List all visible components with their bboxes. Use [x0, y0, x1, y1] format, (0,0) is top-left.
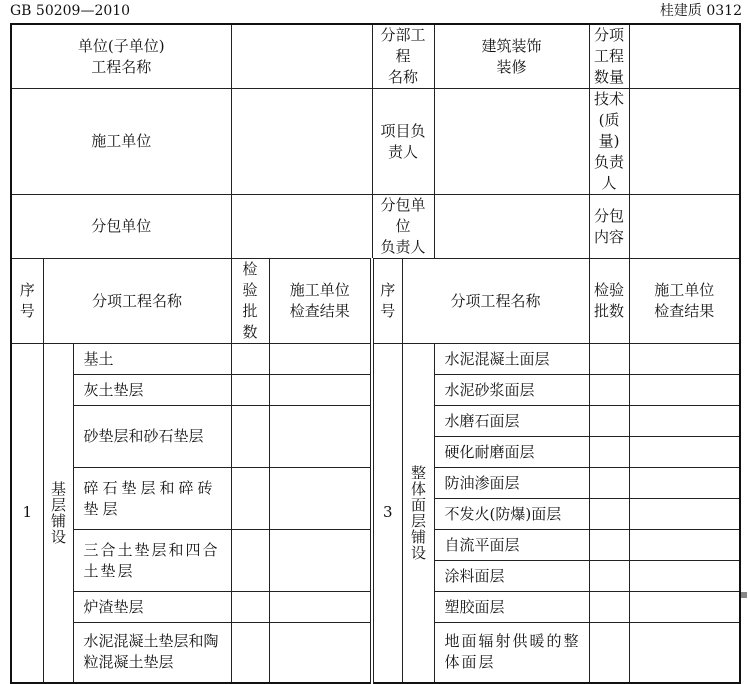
subitem-count-value[interactable]: [629, 24, 740, 89]
batches-cell-right[interactable]: [589, 561, 629, 592]
item-name-left: 三合土垫层和四合土垫层: [73, 530, 231, 592]
name-header-right: 分项工程名称: [402, 259, 589, 344]
result-cell-right[interactable]: [629, 561, 740, 592]
item-name-right: 硬化耐磨面层: [434, 437, 589, 468]
group-category-left: 基层铺设: [43, 344, 73, 683]
subcontractor-value[interactable]: [231, 195, 372, 259]
name-header-left: 分项工程名称: [43, 259, 231, 344]
item-name-left: 灰土垫层: [73, 375, 231, 406]
subcontractor-manager-label: 分包单位 负责人: [372, 195, 434, 259]
subcontractor-manager-value[interactable]: [434, 195, 589, 259]
group-category-right: 整体面层铺设: [402, 344, 434, 683]
info-row-contractor: [11, 89, 740, 195]
result-cell-right[interactable]: [629, 344, 740, 375]
result-cell-right[interactable]: [629, 406, 740, 437]
batches-header-left: 检验 批数: [231, 259, 269, 344]
division-label: 分部工程 名称: [372, 24, 434, 89]
batches-cell-right[interactable]: [589, 375, 629, 406]
batches-cell-right[interactable]: [589, 344, 629, 375]
result-cell-right[interactable]: [629, 468, 740, 499]
item-name-right: 水磨石面层: [434, 406, 589, 437]
batches-cell-right[interactable]: [589, 499, 629, 530]
item-name-left: 碎石垫层和碎砖垫层: [73, 468, 231, 530]
item-name-left: 水泥混凝土垫层和陶粒混凝土垫层: [73, 623, 231, 683]
corner-mark: [741, 592, 747, 598]
item-name-right: 水泥混凝土面层: [434, 344, 589, 375]
item-name-right: 自流平面层: [434, 530, 589, 561]
info-row-project: [11, 24, 740, 89]
result-cell-right[interactable]: [629, 592, 740, 623]
contractor-value[interactable]: [231, 89, 372, 195]
column-header-row: [11, 259, 740, 344]
result-cell-right[interactable]: [629, 499, 740, 530]
batches-cell-right[interactable]: [589, 437, 629, 468]
form-code: 桂建质 0312: [659, 3, 742, 19]
subcontractor-label: 分包单位: [11, 195, 231, 259]
tech-manager-value[interactable]: [629, 89, 740, 195]
group-number-right: 3: [372, 344, 402, 683]
result-cell-left[interactable]: [269, 468, 372, 530]
result-cell-left[interactable]: [269, 344, 372, 375]
result-cell-left[interactable]: [269, 406, 372, 468]
subcontract-content-value[interactable]: [629, 195, 740, 259]
item-name-right: 涂料面层: [434, 561, 589, 592]
item-name-right: 塑胶面层: [434, 592, 589, 623]
batches-cell-left[interactable]: [231, 344, 269, 375]
result-cell-left[interactable]: [269, 530, 372, 592]
batches-cell-right[interactable]: [589, 623, 629, 683]
subitem-count-label: 分项工程 数量: [589, 24, 629, 89]
project-manager-value[interactable]: [434, 89, 589, 195]
subcontract-content-label: 分包内容: [589, 195, 629, 259]
batches-cell-left[interactable]: [231, 468, 269, 530]
item-name-right: 不发火(防爆)面层: [434, 499, 589, 530]
result-cell-right[interactable]: [629, 530, 740, 561]
tech-manager-label: 技术(质量) 负责人: [589, 89, 629, 195]
result-header-left: 施工单位 检查结果: [269, 259, 372, 344]
project-name-label: 单位(子单位) 工程名称: [11, 24, 231, 89]
item-name-left: 基土: [73, 344, 231, 375]
info-row-subcontractor: [11, 195, 740, 259]
batches-header-right: 检验 批数: [589, 259, 629, 344]
table-row: [11, 344, 740, 375]
item-name-left: 砂垫层和砂石垫层: [73, 406, 231, 468]
division-value: 建筑装饰 装修: [434, 24, 589, 89]
project-name-value[interactable]: [231, 24, 372, 89]
batches-cell-left[interactable]: [231, 406, 269, 468]
batches-cell-left[interactable]: [231, 375, 269, 406]
batches-cell-right[interactable]: [589, 592, 629, 623]
batches-cell-left[interactable]: [231, 530, 269, 592]
result-cell-right[interactable]: [629, 623, 740, 683]
item-name-right: 防油渗面层: [434, 468, 589, 499]
inspection-form-table: [10, 23, 741, 684]
result-cell-left[interactable]: [269, 375, 372, 406]
batches-cell-left[interactable]: [231, 592, 269, 623]
result-cell-right[interactable]: [629, 437, 740, 468]
item-name-right: 水泥砂浆面层: [434, 375, 589, 406]
batches-cell-right[interactable]: [589, 468, 629, 499]
result-cell-left[interactable]: [269, 592, 372, 623]
standard-number: GB 50209—2010: [10, 3, 131, 19]
contractor-label: 施工单位: [11, 89, 231, 195]
batches-cell-left[interactable]: [231, 623, 269, 683]
project-manager-label: 项目负责人: [372, 89, 434, 195]
seq-header-right: 序 号: [372, 259, 402, 344]
batches-cell-right[interactable]: [589, 530, 629, 561]
item-name-left: 炉渣垫层: [73, 592, 231, 623]
group-number-left: 1: [11, 344, 43, 683]
item-name-right: 地面辐射供暖的整体面层: [434, 623, 589, 683]
seq-header-left: 序 号: [11, 259, 43, 344]
result-cell-left[interactable]: [269, 623, 372, 683]
result-cell-right[interactable]: [629, 375, 740, 406]
batches-cell-right[interactable]: [589, 406, 629, 437]
result-header-right: 施工单位 检查结果: [629, 259, 740, 344]
